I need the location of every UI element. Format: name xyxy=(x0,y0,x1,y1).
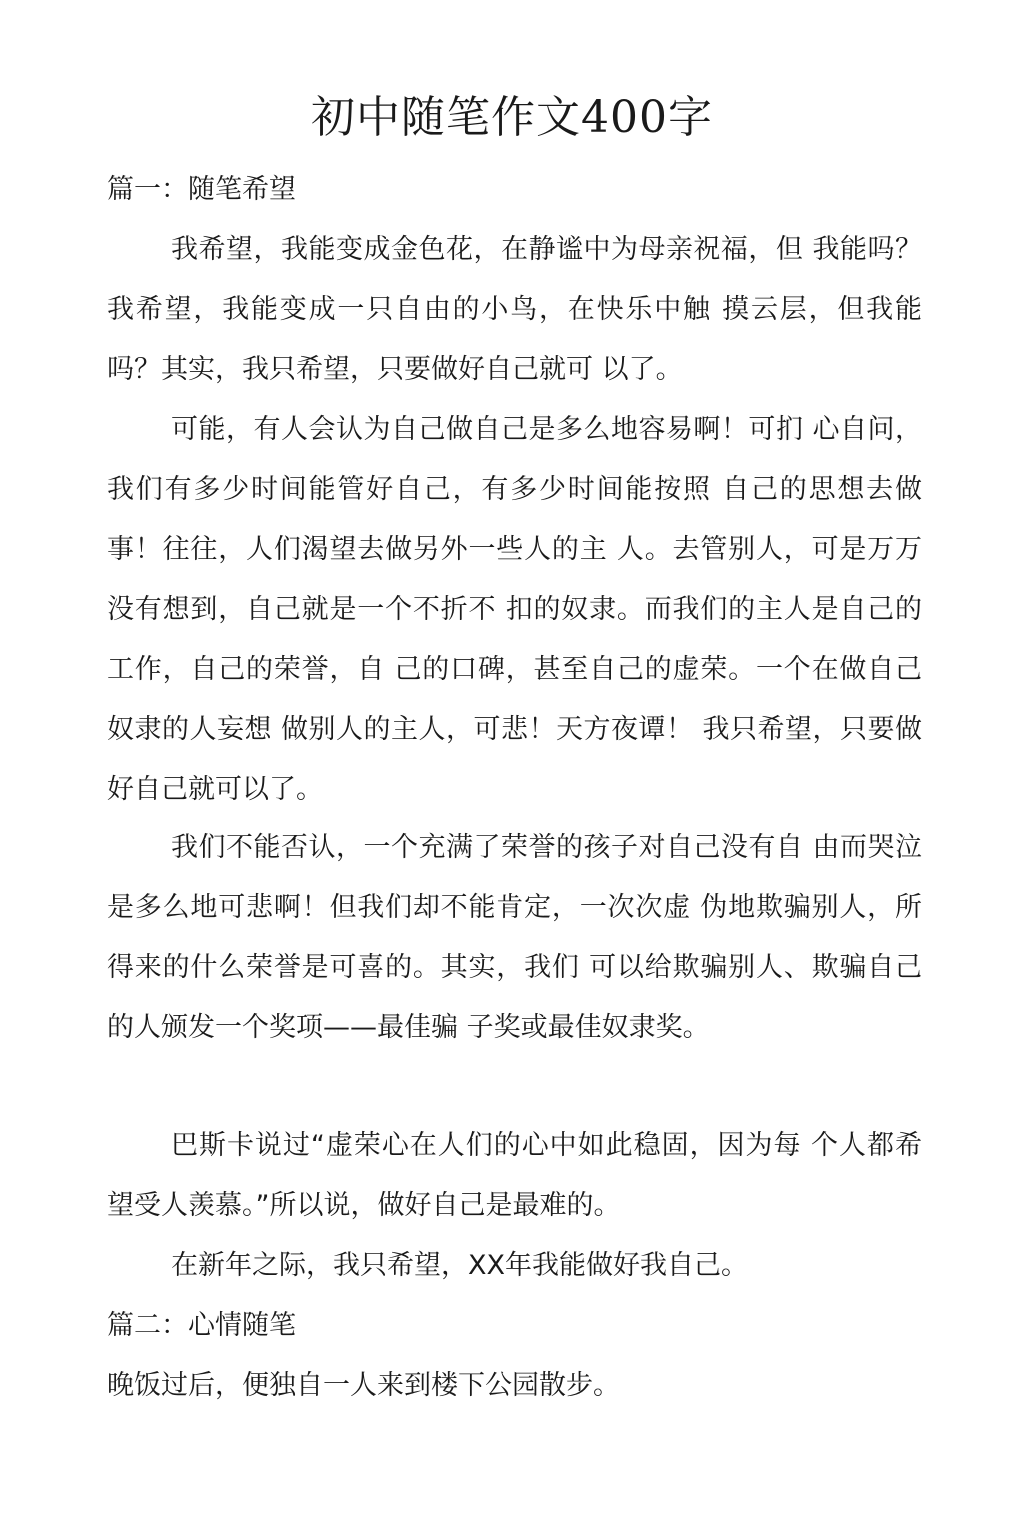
section-one-paragraph-4: 巴斯卡说过“虚荣心在人们的心中如此稳固，因为每 个人都希望受人羡慕。”所以说，做好自己是最难的。 xyxy=(107,1130,922,1221)
section-one-paragraph-2: 可能，有人会认为自己做自己是多么地容易啊！可扪 心自问，我们有多少时间能管好自己，有多少时间能按照 自己的思想去做事！往往，人们渴望去做另外一些人的主 人。去管别人，可是万万没有想到，自己就是一个不折不 扣的奴隶。而我们的主人是自己的工作，自己的荣誉，自 己的口碑，甚至自己的虚荣。一个在做自己奴隶的人妄想 做别人的主人，可悲！天方夜谭！ 我只希望，只要做好自己就可以了。 xyxy=(107,414,922,805)
section-one-paragraph-1: 我希望，我能变成金色花，在静谧中为母亲祝福，但 我能吗？我希望，我能变成一只自由的小鸟，在快乐中触 摸云层，但我能吗？其实，我只希望，只要做好自己就可 以了。 xyxy=(107,234,922,385)
section-one-paragraph-5: 在新年之际，我只希望，XX年我能做好我自己。 xyxy=(171,1250,748,1281)
section-two-first-line: 晚饭过后，便独自一人来到楼下公园散步。 xyxy=(107,1370,620,1401)
document-title: 初中随笔作文400字 xyxy=(311,92,713,143)
section-one-paragraph-3: 我们不能否认，一个充满了荣誉的孩子对自己没有自 由而哭泣是多么地可悲啊！但我们却不能肯定，一次次虚 伪地欺骗别人，所得来的什么荣誉是可喜的。其实，我们 可以给欺骗别人、欺骗自己的人颁发一个奖项——最佳骗 子奖或最佳奴隶奖。 xyxy=(107,832,922,1043)
section-one-heading: 篇一：随笔希望 xyxy=(107,174,296,205)
section-two-heading: 篇二：心情随笔 xyxy=(107,1310,296,1341)
